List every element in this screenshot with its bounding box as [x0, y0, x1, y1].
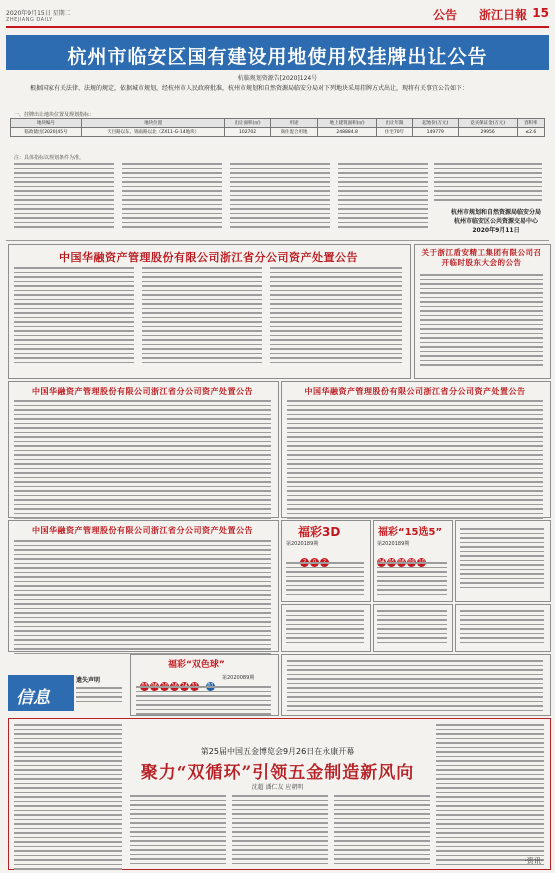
notice-e-title: 中国华融资产管理股份有限公司浙江省分公司资产处置公告 — [32, 526, 253, 535]
article-mid-col-1 — [130, 795, 226, 867]
table-header: 地上建筑面积(㎡) — [318, 119, 377, 128]
info-note-title: 遗失声明 — [76, 677, 101, 684]
article-headline: 聚力“双循环”引领五金制造新风向 — [140, 763, 415, 783]
masthead-rule — [6, 26, 549, 28]
table-header-row — [11, 119, 545, 128]
table-cell: 149779 — [412, 128, 458, 137]
info-note — [76, 676, 122, 705]
lottery-strip-2-body — [377, 610, 447, 646]
table-cell: 102702 — [225, 128, 271, 137]
notice-intro: 根据国家有关法律、法规的规定，依据城市规划，经杭州市人民政府批准，杭州市规划和自然资源局临安分局对下列地块采用挂牌方式出让，现将有关事宜公告如下： — [30, 85, 469, 92]
divider — [6, 240, 549, 241]
article-kicker: 第25届中国五金博览会9月26日在永康开幕 — [200, 747, 355, 756]
headline-title: 杭州市临安区国有建设用地使用权挂牌出让公告 — [67, 46, 488, 68]
signature-date: 2020年9月11日 — [472, 227, 520, 234]
notice-b-body — [420, 274, 543, 369]
notice-d-title: 中国华融资产管理股份有限公司浙江省分公司资产处置公告 — [304, 387, 526, 396]
table-header: 起始价(万元) — [412, 119, 458, 128]
notice-signature — [451, 208, 541, 235]
table-cell: 29956 — [458, 128, 517, 137]
notice-body-col-4 — [338, 163, 428, 231]
notice-b-title: 关于浙江盾安精工集团有限公司召开临时股东大会的公告 — [421, 248, 542, 267]
page-number: 15 — [532, 6, 549, 20]
lottery-ssq-title: 福彩“双色球” — [168, 660, 225, 670]
headline-banner — [6, 35, 549, 70]
notice-c-title: 中国华融资产管理股份有限公司浙江省分公司资产处置公告 — [32, 387, 253, 396]
lottery-3d-title: 福彩3D — [298, 525, 341, 539]
lottery-15x5-issue: 第2020189期 — [377, 541, 410, 547]
table-note: 注：具体指标以规划条件为准。 — [14, 155, 85, 161]
info-label-text: 信息 — [16, 688, 50, 708]
table-header: 容积率 — [517, 119, 544, 128]
table-row — [11, 128, 545, 137]
masthead — [6, 6, 549, 24]
lottery-ssq-table — [136, 686, 271, 718]
article-source-tag: ·资讯· — [524, 857, 543, 865]
article-mid-col-3 — [334, 795, 430, 867]
table-cell: ≤2.6 — [517, 128, 544, 137]
lottery-strip-1-body — [286, 610, 364, 646]
table-caption: 一、挂牌出让地块位置及规划指标： — [14, 112, 95, 118]
issue-date: 2020年9月15日 星期二 — [6, 10, 71, 17]
lottery-3d-issue: 第2020189期 — [286, 541, 319, 547]
table-cell: 住宅70年 — [377, 128, 413, 137]
notice-d-body — [287, 400, 543, 522]
article-byline: 沈超 潘仁友 应朝明 — [251, 784, 304, 791]
lottery-strip-3-body — [460, 610, 544, 646]
lottery-ssq-info — [460, 528, 544, 591]
signature-org-2: 杭州市临安区公共资源交易中心 — [453, 218, 538, 225]
notice-c-body — [14, 400, 271, 522]
notice-body-col-1 — [14, 163, 114, 231]
table-header: 地块位置 — [82, 119, 225, 128]
paper-english-name: ZHEJIANG DAILY — [6, 17, 53, 23]
document-number: 杭临规划资源告[2020]124号 — [237, 75, 318, 82]
table-header: 竞买保证金(万元) — [458, 119, 517, 128]
section-name: 公告 — [432, 8, 457, 22]
notice-a-col-2 — [142, 267, 262, 366]
notice-body-col-2 — [122, 163, 222, 231]
land-table — [10, 118, 545, 137]
paper-logo: 浙江日報 — [478, 8, 527, 22]
lottery-3d-table — [286, 562, 364, 598]
table-header: 用途 — [270, 119, 317, 128]
notice-a-col-1 — [14, 267, 134, 366]
info-section-label — [8, 675, 74, 711]
table-cell: 临政储出[2020]45号 — [11, 128, 82, 137]
signature-org: 杭州市规划和自然资源局临安分局 — [450, 209, 541, 216]
lottery-15x5-table — [377, 562, 447, 598]
notice-body-col-3 — [230, 163, 330, 231]
table-cell: 商住混合用地 — [270, 128, 317, 137]
table-header: 出让年限 — [377, 119, 413, 128]
lottery-15x5-title: 福彩“15选5” — [378, 527, 443, 538]
lottery-ssq-issue: 第2020089期 — [222, 675, 255, 681]
table-cell: 天目路以东、锦南路以北（ZX11-G-14地块） — [82, 128, 225, 137]
notice-a-title: 中国华融资产管理股份有限公司浙江省分公司资产处置公告 — [59, 251, 358, 264]
notice-e-body — [14, 540, 271, 657]
notice-a-col-3 — [270, 267, 402, 366]
ad-box-right-body — [287, 660, 543, 714]
table-header: 地块编号 — [11, 119, 82, 128]
table-header: 出让面积(㎡) — [225, 119, 271, 128]
notice-body-col-5 — [434, 163, 542, 204]
table-cell: 248884.8 — [318, 128, 377, 137]
article-mid-col-2 — [232, 795, 328, 867]
info-note-body — [76, 687, 122, 702]
